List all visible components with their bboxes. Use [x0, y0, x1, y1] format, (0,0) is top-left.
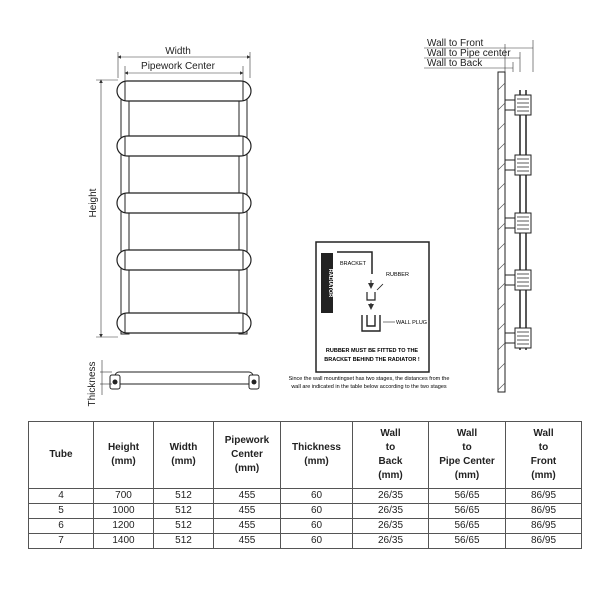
table-cell: 56/65	[429, 519, 506, 534]
tube-5	[117, 313, 251, 333]
spec-table	[28, 421, 582, 549]
table-cell: 86/95	[506, 534, 582, 549]
table-cell: 86/95	[506, 519, 582, 534]
table-cell: 455	[214, 519, 281, 534]
wall-plug-label: WALL PLUG	[396, 320, 428, 326]
wall-to-back-label: Wall to Back	[427, 58, 483, 69]
table-cell: 60	[281, 489, 353, 504]
radiator-label: RADIATOR	[327, 268, 333, 298]
height-label: Height	[88, 188, 99, 218]
table-header-cell	[214, 422, 281, 489]
side-tube-4	[505, 270, 531, 290]
table-cell: 455	[214, 534, 281, 549]
table-cell: 56/65	[429, 534, 506, 549]
tube-2	[117, 136, 251, 156]
table-cell: 56/65	[429, 489, 506, 504]
table-header-cell	[154, 422, 214, 489]
width-label: Width	[165, 46, 191, 57]
table-header-cell	[353, 422, 429, 489]
table-header-cell	[429, 422, 506, 489]
note-line-2: wall are indicated in the table below according to the two stages	[291, 384, 447, 390]
table-header-text: (mm)	[171, 456, 196, 467]
table-header-text: Pipework	[224, 435, 270, 446]
table-cell: 4	[29, 489, 94, 504]
rubber-label: RUBBER	[386, 272, 409, 278]
table-cell: 60	[281, 534, 353, 549]
thickness-label: Thickness	[87, 361, 98, 407]
side-view	[424, 38, 533, 392]
front-view	[88, 46, 251, 337]
table-cell: 26/35	[353, 534, 429, 549]
table-cell: 26/35	[353, 489, 429, 504]
tube-1	[117, 81, 251, 101]
side-tube-2	[505, 155, 531, 175]
table-cell: 1400	[94, 534, 154, 549]
table-cell: 1000	[94, 504, 154, 519]
table-cell: 60	[281, 504, 353, 519]
table-row	[29, 504, 582, 519]
warning-line-1: RUBBER MUST BE FITTED TO THE	[325, 348, 419, 354]
table-header-text: Wall	[380, 428, 401, 439]
top-view-body	[115, 372, 253, 384]
bracket-label: BRACKET	[340, 261, 366, 267]
table-header-text: Wall	[533, 428, 554, 439]
table-cell: 512	[154, 504, 214, 519]
table-header-text: to	[462, 442, 472, 453]
table-cell: 455	[214, 489, 281, 504]
table-header-cell	[94, 422, 154, 489]
side-tube-3	[505, 213, 531, 233]
table-cell: 26/35	[353, 519, 429, 534]
table-header-text: Front	[530, 456, 557, 467]
table-header-text: (mm)	[378, 470, 403, 481]
tube-4	[117, 250, 251, 270]
table-header-cell	[29, 422, 94, 489]
table-header-text: to	[385, 442, 396, 453]
side-tube-5	[505, 328, 531, 348]
wall-to-pipe-center-label: Wall to Pipe center	[427, 48, 511, 59]
table-header-text: (mm)	[111, 456, 136, 467]
table-header-text: to	[538, 442, 549, 453]
table-cell: 26/35	[353, 504, 429, 519]
table-header-text: Wall	[456, 428, 478, 439]
wall-to-front-label: Wall to Front	[427, 38, 484, 49]
pipework-center-label: Pipework Center	[141, 61, 215, 72]
side-tube-1	[505, 95, 531, 115]
warning-line-2: BRACKET BEHIND THE RADIATOR !	[324, 357, 420, 363]
tube-3	[117, 193, 251, 213]
table-cell: 6	[29, 519, 94, 534]
table-header-text: (mm)	[531, 470, 556, 481]
table-header-row	[29, 422, 582, 489]
table-header-text: Thickness	[292, 442, 341, 453]
table-header-text: Width	[169, 442, 198, 453]
table-header-text: (mm)	[304, 456, 329, 467]
table-cell: 512	[154, 519, 214, 534]
table-header-text: (mm)	[454, 470, 480, 481]
table-header-text: Center	[231, 449, 263, 460]
bracket-detail	[289, 242, 450, 390]
table-row	[29, 519, 582, 534]
table-header-text: Height	[107, 442, 140, 453]
table-header-text: (mm)	[234, 463, 260, 474]
table-header-text: Tube	[49, 449, 73, 460]
top-view	[87, 360, 259, 407]
table-cell: 1200	[94, 519, 154, 534]
table-body	[29, 489, 582, 549]
table-cell: 512	[154, 534, 214, 549]
table-row	[29, 489, 582, 504]
table-cell: 7	[29, 534, 94, 549]
table-cell: 512	[154, 489, 214, 504]
table-cell: 5	[29, 504, 94, 519]
table-cell: 56/65	[429, 504, 506, 519]
table-cell: 86/95	[506, 504, 582, 519]
table-cell: 700	[94, 489, 154, 504]
table-cell: 60	[281, 519, 353, 534]
note-line-1: Since the wall mountingset has two stages, the distances from the	[288, 376, 450, 382]
table-cell: 455	[214, 504, 281, 519]
table-header-cell	[281, 422, 353, 489]
table-header-text: Back	[378, 456, 403, 467]
table-header-text: Pipe Center	[439, 456, 495, 467]
table-row	[29, 534, 582, 549]
table-cell: 86/95	[506, 489, 582, 504]
table-header-cell	[506, 422, 582, 489]
